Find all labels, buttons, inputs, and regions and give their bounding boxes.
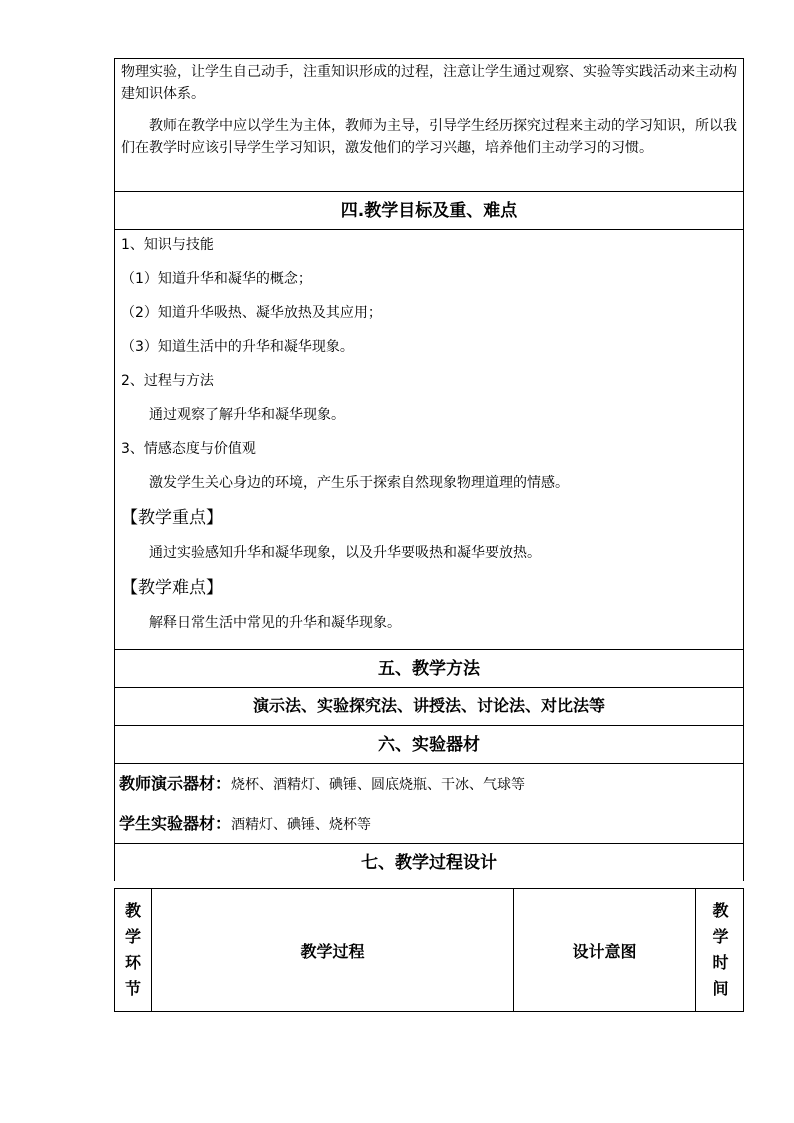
goal-attitude-text: 激发学生关心身边的环境，产生乐于探索自然现象物理道理的情感。: [149, 475, 569, 491]
column-intent-label: 设计意图: [572, 941, 637, 961]
equipment-row: [115, 763, 743, 843]
column-stage: [115, 889, 152, 1011]
key-points-label: 【教学重点】: [121, 508, 223, 528]
key-points-text: 通过实验感知升华和凝华现象，以及升华要吸热和凝华要放热。: [149, 545, 541, 561]
goal-knowledge-skills: 1、知识与技能: [121, 237, 214, 253]
section-4-heading: 四.教学目标及重、难点: [115, 191, 743, 229]
column-process: [152, 889, 514, 1011]
column-intent: [514, 889, 696, 1011]
goal-item-3: （3）知道生活中的升华和凝华现象。: [121, 339, 354, 355]
goals-row: [115, 229, 743, 649]
teacher-equipment-items: 烧杯、酒精灯、碘锤、圆底烧瓶、干冰、气球等: [231, 777, 526, 793]
column-time-label: 教学时间: [712, 901, 729, 998]
teacher-equipment-label: 教师演示器材：: [119, 774, 232, 793]
goal-item-2: （2）知道升华吸热、凝华放热及其应用；: [121, 305, 382, 321]
column-time: [696, 889, 745, 1011]
section-6-heading: 六、实验器材: [115, 725, 743, 763]
goal-process-text: 通过观察了解升华和凝华现象。: [149, 407, 345, 423]
column-process-label: 教学过程: [300, 941, 365, 961]
student-equipment-items: 酒精灯、碘锤、烧杯等: [231, 817, 372, 833]
goal-attitude-values: 3、情感态度与价值观: [121, 441, 256, 457]
intro-row: [115, 58, 743, 191]
lesson-plan-table: [114, 58, 744, 881]
teaching-methods: 演示法、实验探究法、讲授法、讨论法、对比法等: [115, 687, 743, 725]
column-stage-label: 教学环节: [124, 901, 141, 998]
difficult-points-text: 解释日常生活中常见的升华和凝华现象。: [149, 615, 401, 631]
teacher-equipment: [119, 770, 737, 810]
intro-paragraph-1: 物理实验，让学生自己动手，注重知识形成的过程，注意让学生通过观察、实验等实践活动来主动构建知识体系。: [121, 64, 737, 102]
difficult-points-label: 【教学难点】: [121, 578, 223, 598]
goal-item-1: （1）知道升华和凝华的概念；: [121, 271, 312, 287]
goal-process-methods: 2、过程与方法: [121, 373, 214, 389]
section-7-heading: 七、教学过程设计: [115, 843, 743, 881]
section-5-heading: 五、教学方法: [115, 649, 743, 687]
student-equipment-label: 学生实验器材：: [119, 814, 232, 833]
process-header-row: [114, 888, 744, 1012]
intro-paragraph-2: 教师在教学中应以学生为主体，教师为主导，引导学生经历探究过程来主动的学习知识，所以我们在教学时应该引导学生学习知识，激发他们的学习兴趣，培养他们主动学习的习惯。: [121, 118, 737, 156]
